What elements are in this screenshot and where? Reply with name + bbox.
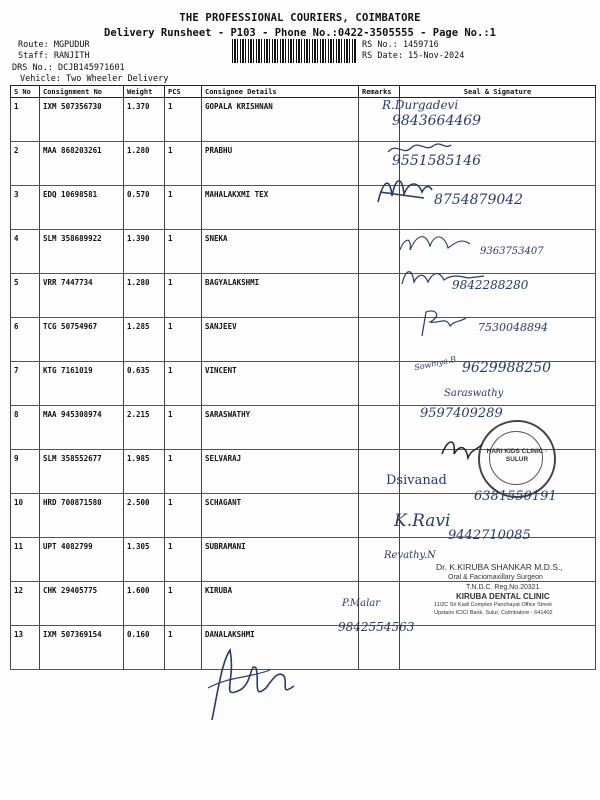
handwritten-phone: 9442710085: [448, 528, 531, 543]
cell-sno: 10: [11, 494, 40, 538]
cell-consignee: SNEKA: [202, 230, 359, 274]
cell-sno: 12: [11, 582, 40, 626]
route-label: Route: MGPUDUR: [18, 40, 90, 50]
cell-remarks: [359, 406, 400, 450]
cell-sno: 2: [11, 142, 40, 186]
clinic-seal: [478, 420, 556, 498]
cell-weight: 1.280: [124, 274, 165, 318]
cell-consignment: IXM 507356730: [40, 98, 124, 142]
col-pcs: PCS: [165, 86, 202, 98]
handwritten-phone: 9629988250: [462, 360, 552, 376]
cell-consignment: MAA 945308974: [40, 406, 124, 450]
cell-consignment: MAA 868203261: [40, 142, 124, 186]
handwritten-name: K.Ravi: [394, 511, 451, 531]
cell-consignee: BAGYALAKSHMI: [202, 274, 359, 318]
cell-pcs: 1: [165, 406, 202, 450]
delivery-table: [10, 85, 596, 670]
handwritten-phone: 9551585146: [392, 153, 482, 169]
handwritten-phone: 9843664469: [392, 113, 482, 129]
cell-remarks: [359, 274, 400, 318]
cell-sno: 6: [11, 318, 40, 362]
rs-date: RS Date: 15-Nov-2024: [362, 51, 465, 61]
cell-consignment: HRD 700871580: [40, 494, 124, 538]
stamp-address-2: Upstairs ICICI Bank, Sulur, Coimbatore - 641402: [434, 610, 553, 616]
barcode: [232, 39, 356, 63]
cell-consignment: EDQ 10698581: [40, 186, 124, 230]
cell-weight: 1.285: [124, 318, 165, 362]
cell-consignment: UPT 4082799: [40, 538, 124, 582]
col-consignment: Consignment No: [40, 86, 124, 98]
cell-consignee: KIRUBA: [202, 582, 359, 626]
col-remarks: Remarks: [359, 86, 400, 98]
cell-sno: 4: [11, 230, 40, 274]
signature-mark-9: [438, 434, 484, 468]
cell-pcs: 1: [165, 98, 202, 142]
cell-consignment: KTG 7161019: [40, 362, 124, 406]
cell-pcs: 1: [165, 274, 202, 318]
cell-weight: 1.390: [124, 230, 165, 274]
handwritten-phone: 9842288280: [452, 278, 529, 292]
cell-pcs: 1: [165, 450, 202, 494]
stamp-doctor-name: Dr. K.KIRUBA SHANKAR M.D.S.,: [436, 562, 563, 572]
signature-mark-3: [374, 172, 436, 210]
cell-pcs: 1: [165, 538, 202, 582]
handwritten-phone: 9842554563: [338, 620, 415, 634]
cell-consignment: CHK 29405775: [40, 582, 124, 626]
cell-sno: 7: [11, 362, 40, 406]
handwritten-name: Dsivanad: [386, 473, 447, 488]
cell-signature: [400, 626, 596, 670]
cell-consignee: DANALAKSHMI: [202, 626, 359, 670]
cell-pcs: 1: [165, 230, 202, 274]
runsheet-title: Delivery Runsheet - P103 - Phone No.:0422-3505555 - Page No.:1: [104, 27, 496, 39]
cell-sno: 3: [11, 186, 40, 230]
cell-pcs: 1: [165, 582, 202, 626]
col-sno: S No: [11, 86, 40, 98]
cell-consignee: SARASWATHY: [202, 406, 359, 450]
handwritten-phone: 9597409289: [420, 406, 503, 421]
handwritten-name: Revathy.N: [384, 550, 436, 561]
handwritten-phone: 7530048894: [478, 321, 548, 334]
cell-remarks: [359, 362, 400, 406]
table-row: [11, 98, 596, 142]
cell-consignment: SLM 358689922: [40, 230, 124, 274]
vehicle-label: Vehicle: Two Wheeler Delivery: [20, 74, 169, 84]
cell-pcs: 1: [165, 186, 202, 230]
staff-signature: [200, 640, 310, 730]
handwritten-phone: 9363753407: [480, 246, 544, 257]
drs-number: DRS No.: DCJB145971601: [12, 63, 125, 73]
handwritten-name: P.Malar: [342, 598, 381, 609]
cell-consignment: VRR 7447734: [40, 274, 124, 318]
cell-remarks: [359, 318, 400, 362]
handwritten-phone: 8754879042: [434, 192, 524, 208]
cell-consignee: SUBRAMANI: [202, 538, 359, 582]
cell-weight: 0.635: [124, 362, 165, 406]
cell-consignee: PRABHU: [202, 142, 359, 186]
cell-pcs: 1: [165, 142, 202, 186]
stamp-address-1: 11/2C Sri Kadi Complex Panchayat Office Street: [434, 602, 552, 608]
cell-sno: 1: [11, 98, 40, 142]
cell-consignee: SELVARAJ: [202, 450, 359, 494]
cell-consignment: IXM 507369154: [40, 626, 124, 670]
handwritten-name: R.Durgadevi: [382, 98, 459, 112]
cell-weight: 2.215: [124, 406, 165, 450]
col-signature: Seal & Signature: [400, 86, 596, 98]
cell-consignee: VINCENT: [202, 362, 359, 406]
signature-mark-6: [416, 306, 472, 340]
company-title: THE PROFESSIONAL COURIERS, COIMBATORE: [179, 12, 421, 24]
cell-pcs: 1: [165, 494, 202, 538]
staff-label: Staff: RANJITH: [18, 51, 90, 61]
cell-weight: 1.985: [124, 450, 165, 494]
cell-weight: 2.500: [124, 494, 165, 538]
cell-sno: 13: [11, 626, 40, 670]
stamp-reg-no: T.N.D.C. Reg.No.20321: [466, 584, 540, 591]
cell-consignment: SLM 358552677: [40, 450, 124, 494]
stamp-doctor-title: Oral & Faciomaxillary Surgeon: [448, 574, 543, 581]
cell-sno: 9: [11, 450, 40, 494]
cell-pcs: 1: [165, 318, 202, 362]
cell-consignee: GOPALA KRISHNAN: [202, 98, 359, 142]
handwritten-name: Sowmya.B: [413, 354, 457, 373]
cell-sno: 11: [11, 538, 40, 582]
table-row: [11, 142, 596, 186]
cell-sno: 8: [11, 406, 40, 450]
rs-number: RS No.: 1459716: [362, 40, 439, 50]
seal-text: HARI KIDS CLINIC · SULUR: [486, 448, 548, 463]
col-consignee: Consignee Details: [202, 86, 359, 98]
handwritten-phone: 6381550191: [474, 489, 557, 504]
cell-consignee: MAHALAKXMI TEX: [202, 186, 359, 230]
cell-weight: 1.600: [124, 582, 165, 626]
cell-weight: 0.570: [124, 186, 165, 230]
cell-pcs: 1: [165, 626, 202, 670]
cell-weight: 1.305: [124, 538, 165, 582]
cell-remarks: [359, 230, 400, 274]
cell-weight: 0.160: [124, 626, 165, 670]
cell-weight: 1.280: [124, 142, 165, 186]
table-header-row: [11, 86, 596, 98]
stamp-clinic-name: KIRUBA DENTAL CLINIC: [456, 592, 550, 601]
cell-sno: 5: [11, 274, 40, 318]
handwritten-name: Saraswathy: [444, 388, 504, 399]
col-weight: Weight: [124, 86, 165, 98]
cell-consignee: SCHAGANT: [202, 494, 359, 538]
cell-consignee: SANJEEV: [202, 318, 359, 362]
cell-pcs: 1: [165, 362, 202, 406]
cell-consignment: TCG 50754967: [40, 318, 124, 362]
cell-weight: 1.370: [124, 98, 165, 142]
